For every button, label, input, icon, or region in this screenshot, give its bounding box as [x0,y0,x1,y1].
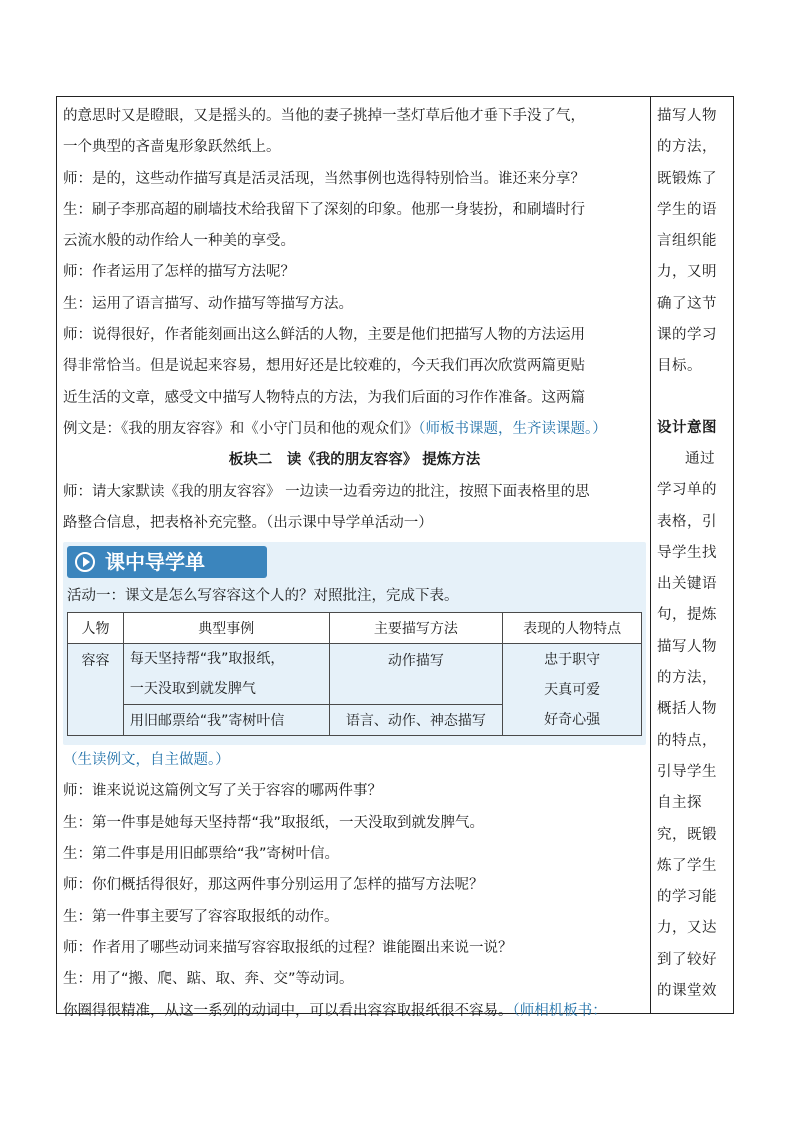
play-icon [75,552,95,572]
side-line: 导学生找 [657,544,717,561]
text-line: 师：作者运用了怎样的描写方法呢？ [63,264,295,281]
column-divider [650,97,651,1013]
text-line: 近生活的文章，感受文中描写人物特点的方法，为我们后面的习作作准备。这两篇 [63,389,585,406]
text-line: 生：运用了语言描写、动作描写等描写方法。 [63,295,353,312]
guide-banner [67,546,267,578]
header-cell: 人物 [68,613,124,644]
text-line: 师：说得很好，作者能刻画出这么鲜活的人物，主要是他们把描写人物的方法运用 [63,327,585,344]
guide-banner-text: 课中导学单 [105,550,205,575]
header-cell: 表现的人物特点 [503,613,642,644]
side-line: 的学习能 [657,889,717,906]
text-line: 的意思时又是瞪眼，又是摇头的。当他的妻子挑掉一茎灯草后他才垂下手没了气， [63,108,585,124]
main-column [63,101,646,1027]
side-line: 学习单的 [657,482,717,499]
header-cell: 主要描写方法 [329,613,503,644]
trait: 天真可爱 [544,681,601,698]
text-line: 生：第一件事是她每天坚持帮“我”取报纸，一天没取到就发脾气。 [63,814,485,831]
trait: 忠于职守 [544,651,601,668]
text-line: 云流水般的动作给人一种美的享受。 [63,233,295,250]
side-line: 的课堂效 [657,983,717,1000]
person-cell: 容容 [68,644,124,736]
side-line: 的特点， [657,732,717,749]
example-cell: 用旧邮票给“我”寄树叶信 [123,705,329,736]
student-activity-note: （生读例文，自主做题。） [63,752,230,769]
text-line: 师：是的，这些动作描写真是活灵活现，当然事例也选得特别恰当。谁还来分享？ [63,170,585,187]
side-line: 到了较好 [657,951,717,968]
guide-panel [63,542,646,745]
teacher-note: （师板书课题，生齐读课题。） [418,420,607,437]
side-line: 引导学生 [657,763,717,780]
example-line: 一天没取到就发脾气 [129,681,256,698]
side-line: 力，又达 [657,920,717,937]
lines-top [63,101,646,414]
guide-table [67,612,642,736]
lesson-table [56,96,734,1019]
header-cell: 典型事例 [123,613,329,644]
text-line: 生：用了“搬、爬、踮、取、奔、交”等动词。 [63,971,354,988]
text-line: 一个典型的吝啬鬼形象跃然纸上。 [63,139,281,156]
side-line: 的方法， [657,139,717,156]
side-line: 出关键语 [657,576,717,593]
text-line: 师：你们概括得很好，那这两件事分别运用了怎样的描写方法呢？ [63,877,484,894]
example-line: 每天坚持帮“我”取报纸， [129,651,285,668]
side-line: 自主探 [657,795,702,812]
side-line: 概括人物 [657,701,717,718]
examples-text: 例文是：《我的朋友容容》和《小守门员和他的观众们》 [63,420,419,437]
examples-line [63,414,646,445]
side-line: 课的学习 [657,327,717,344]
text-line: 生：刷子李那高超的刷墙技术给我留下了深刻的印象。他那一身装扮，和刷墙时行 [63,201,585,218]
side-line: 描写人物 [657,108,717,124]
trait: 好奇心强 [544,711,601,728]
side-line: 确了这节 [657,295,717,312]
design-intent-title: 设计意图 [657,419,717,436]
design-intent-column [657,101,727,1007]
side-line: 言组织能 [657,233,717,250]
side-line: 究，既锻 [657,826,717,843]
table-row [68,644,642,705]
example-cell [123,644,329,705]
text-line: 师：作者用了哪些动词来描写容容取报纸的过程？谁能圈出来说一说？ [63,939,513,956]
side-line: 目标。 [657,358,702,375]
side-line: 既锻炼了 [657,170,717,187]
side-line: 学生的语 [657,201,717,218]
side-line: 表格，引 [657,513,717,530]
side-line: 描写人物 [657,638,717,655]
text-line: 生：第一件事主要写了容容取报纸的动作。 [63,908,339,925]
side-line: 句，提炼 [657,607,717,624]
text-line: 路整合信息，把表格补充完整。（出示课中导学单活动一） [63,514,433,531]
last-line-text: 你圈得很精准，从这一系列的动词中，可以看出容容取报纸很不容易。 [63,1002,513,1019]
text-line: 师：请大家默读《我的朋友容容》 一边读一边看旁边的批注，按照下面表格里的思 [63,483,590,500]
side-line: 的方法， [657,670,717,687]
section-title: 板块二 读《我的朋友容容》 提炼方法 [228,452,481,469]
side-line: 炼了学生 [657,857,717,874]
side-line: 力，又明 [657,264,717,281]
side-line: 通过 [685,450,715,467]
table-header-row [68,613,642,644]
activity-instruction: 活动一：课文是怎么写容容这个人的？对照批注，完成下表。 [67,588,459,605]
text-line: 生：第二件事是用旧邮票给“我”寄树叶信。 [63,846,340,863]
method-cell: 动作描写 [329,644,503,705]
traits-cell [503,644,642,736]
teacher-note: （师相机板书： [512,1002,607,1019]
text-line: 师：谁来说说这篇例文写了关于容容的哪两件事？ [63,783,382,800]
last-line [63,996,646,1027]
method-cell: 语言、动作、神态描写 [329,705,503,736]
text-line: 得非常恰当。但是说起来容易，想用好还是比较难的，今天我们再次欣赏两篇更贴 [63,358,585,375]
